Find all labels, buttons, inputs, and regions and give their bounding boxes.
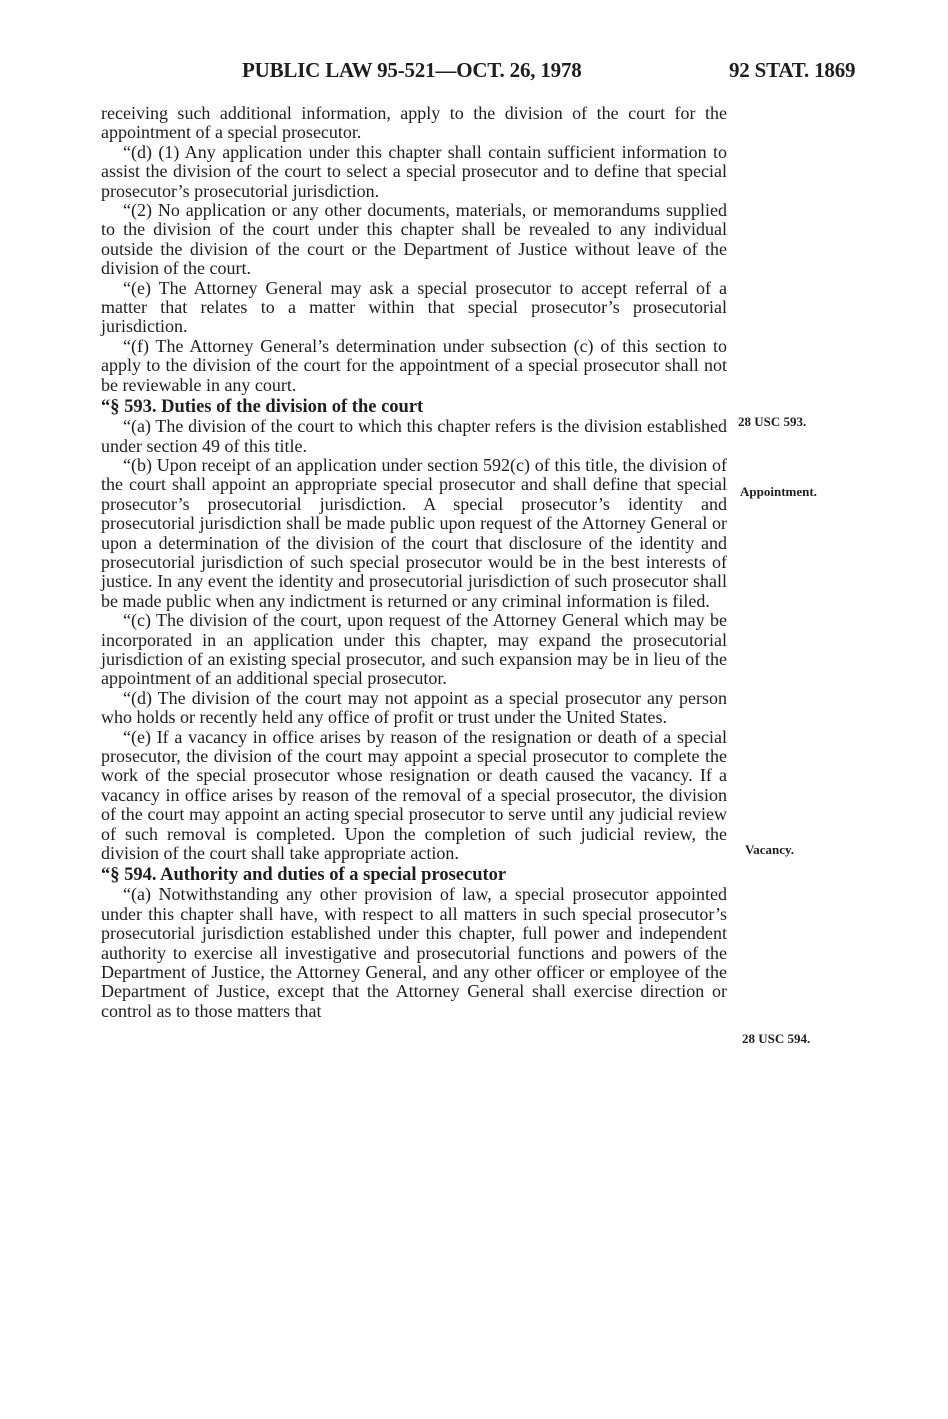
- section-594-heading: “§ 594. Authority and duties of a special prosecutor: [101, 865, 507, 886]
- paragraph-d2: “(2) No application or any other documents, materials, or memorandums supplied to the division of the court under this chapter shall be revealed to any individual outside the division of the court or the Department of Justice without leave of the division of the court.: [101, 200, 727, 279]
- margin-note-vacancy: Vacancy.: [745, 842, 794, 857]
- statute-text: [101, 104, 727, 1021]
- margin-note-28-usc-594: 28 USC 594.: [742, 1031, 811, 1046]
- margin-note-appointment: Appointment.: [740, 484, 817, 499]
- paragraph-593c: “(c) The division of the court, upon request of the Attorney General which may be incorporated in an application under this chapter, may expand the prosecutorial jurisdiction of an existing special prosecutor, and such expansion may be in lieu of the appointment of an additional special prosecutor.: [101, 610, 727, 689]
- paragraph-f: “(f) The Attorney General’s determination under subsection (c) of this section to apply to the division of the court for the appointment of a special prosecutor shall not be reviewable in any court.: [101, 335, 727, 395]
- statute-page-number: 92 STAT. 1869: [729, 58, 856, 82]
- paragraph-continued: receiving such additional information, apply to the division of the court for the appointment of a special prosecutor.: [101, 103, 727, 143]
- paragraph-593d: “(d) The division of the court may not appoint as a special prosecutor any person who holds or recently held any office of profit or trust under the United States.: [101, 687, 727, 728]
- public-law-citation: PUBLIC LAW 95-521—OCT. 26, 1978: [242, 58, 582, 82]
- paragraph-d1: “(d) (1) Any application under this chapter shall contain sufficient information to assist the division of the court to select a special prosecutor and to define that special prosecutor’s prosecutorial jurisdiction.: [101, 141, 727, 201]
- paragraph-593b: “(b) Upon receipt of an application under section 592(c) of this title, the division of the court shall appoint an appropriate special prosecutor and shall define that special prosecutor’s prosecutorial jurisdiction. A special prosecutor’s identity and prosecutorial jurisdiction shall be made public upon request of the Attorney General or upon a determination of the division of the court that disclosure of the identity and prosecutorial jurisdiction of such special prosecutor would be in the best interests of justice. In any event the identity and prosecutorial jurisdiction of such prosecutor shall be made public when any indictment is returned or any criminal information is filed.: [101, 454, 727, 611]
- section-593-heading: “§ 593. Duties of the division of the court: [101, 397, 424, 418]
- paragraph-594a: “(a) Notwithstanding any other provision of law, a special prosecutor appointed under this chapter shall have, with respect to all matters in such special prosecutor’s prosecutorial jurisdiction established under this chapter, full power and independent authority to exercise all investigative and prosecutorial functions and powers of the Department of Justice, the Attorney General, and any other officer or employee of the Department of Justice, except that the Attorney General shall exercise direction or control as to those matters that: [101, 884, 727, 1021]
- margin-note-28-usc-593: 28 USC 593.: [738, 414, 807, 429]
- paragraph-593e: “(e) If a vacancy in office arises by reason of the resignation or death of a special prosecutor, the division of the court may appoint a special prosecutor to complete the work of the special prosecutor whose resignation or death caused the vacancy. If a vacancy in office arises by reason of the removal of a special prosecutor, the division of the court may appoint an acting special prosecutor to serve until any judicial review of such removal is completed. Upon the completion of such judicial review, the division of the court shall take appropriate action.: [101, 726, 727, 864]
- paragraph-e: “(e) The Attorney General may ask a special prosecutor to accept referral of a matter that relates to a matter within that special prosecutor’s prosecutorial jurisdiction.: [101, 277, 727, 337]
- running-header: [0, 58, 948, 88]
- paragraph-593a: “(a) The division of the court to which this chapter refers is the division established under section 49 of this title.: [101, 416, 727, 456]
